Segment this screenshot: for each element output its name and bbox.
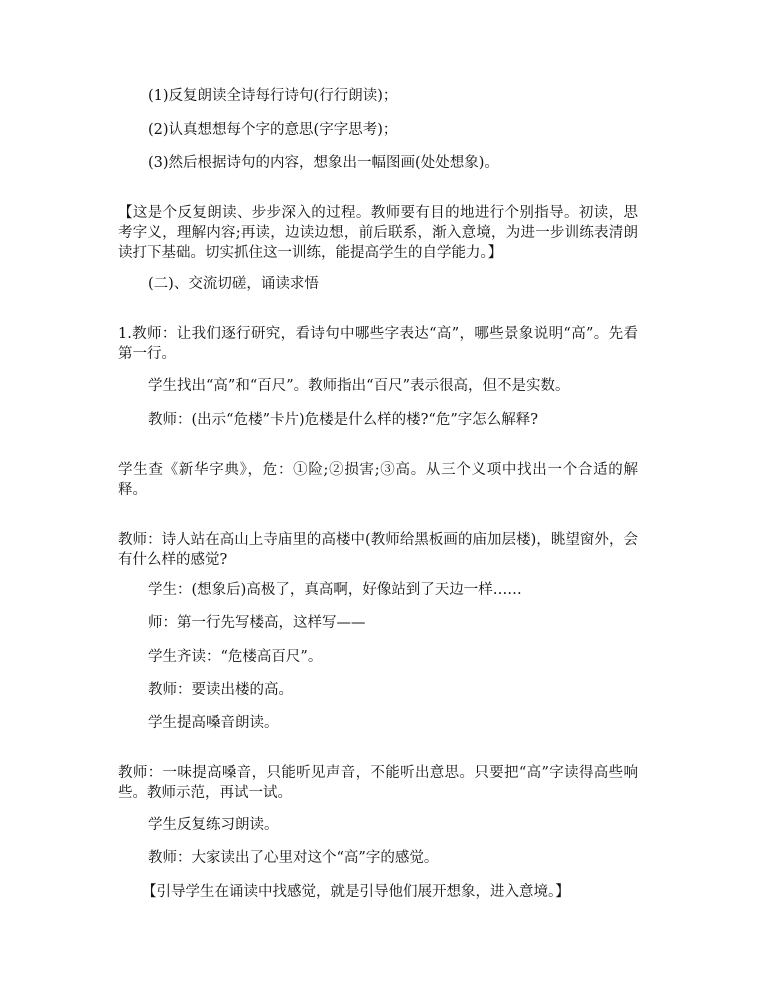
teacher-line-2: 教师：(出示“危楼”卡片)危楼是什么样的楼?“危”字怎么解释? — [148, 412, 539, 428]
reading-step-1: (1)反复朗读全诗每行诗句(行行朗读)； — [148, 88, 398, 104]
student-line-3: 学生：(想象后)高极了，真高啊，好像站到了天边一样…… — [148, 582, 522, 598]
teacher-line-7: 教师：大家读出了心里对这个“高”字的感觉。 — [148, 850, 439, 866]
teacher-line-3: 教师：诗人站在高山上寺庙里的高楼中(教师给黑板画的庙加层楼)，眺望窗外，会有什么样的感觉? — [118, 532, 638, 568]
reading-step-3: (3)然后根据诗句的内容，想象出一幅图画(处处想象)。 — [148, 155, 499, 171]
student-line-5: 学生提高嗓音朗读。 — [148, 715, 279, 731]
student-line-4: 学生齐读：“危楼高百尺”。 — [148, 649, 323, 665]
commentary-note-1: 【这是个反复朗读、步步深入的过程。教师要有目的地进行个别指导。初读，思考字义，理解内容;再读，边读边想，前后联系，渐入意境，为进一步训练表清朗读打下基础。切实抓住这一训练，能提高学生的自学能力。】 — [118, 205, 638, 261]
teacher-line-4: 师：第一行先写楼高，这样写—— — [148, 615, 366, 631]
student-line-1: 学生找出“高”和“百尺”。教师指出“百尺”表示很高，但不是实数。 — [148, 378, 570, 394]
student-line-2: 学生查《新华字典》，危：①险;②损害;③高。从三个义项中找出一个合适的解释。 — [118, 462, 638, 498]
commentary-note-2: 【引导学生在诵读中找感觉，就是引导他们展开想象，进入意境。】 — [142, 884, 570, 900]
section-heading: (二)、交流切磋，诵读求悟 — [148, 276, 319, 292]
reading-step-2: (2)认真想想每个字的意思(字字思考)； — [148, 122, 398, 138]
teacher-line-1: 1.教师：让我们逐行研究，看诗句中哪些字表达“高”，哪些景象说明“高”。先看第一行。 — [118, 326, 638, 362]
teacher-line-5: 教师：要读出楼的高。 — [148, 682, 293, 698]
teacher-line-6: 教师：一味提高嗓音，只能听见声音，不能听出意思。只要把“高”字读得高些响些。教师示范，再试一试。 — [118, 765, 638, 801]
student-line-6: 学生反复练习朗读。 — [148, 817, 279, 833]
